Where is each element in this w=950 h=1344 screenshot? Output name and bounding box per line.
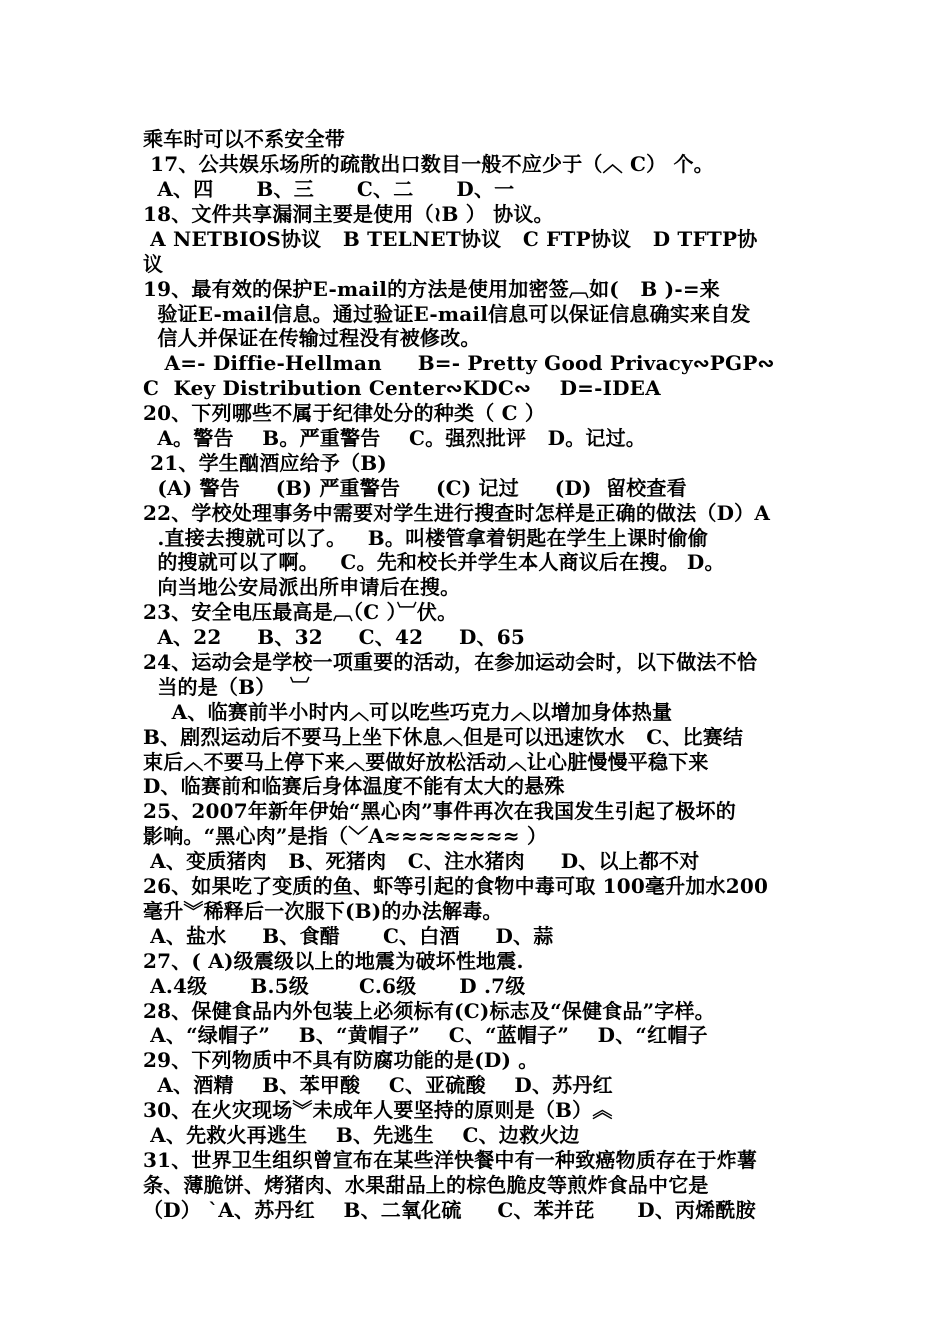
text-line: B、剧烈运动后不要马上坐下休息︿但是可以迅速饮水 C、比赛结 [143,725,744,749]
text-line: A、变质猪肉 B、死猪肉 C、注水猪肉 D、以上都不对 [143,849,700,873]
text-line: 28、保健食品内外包装上必须标有(C)标志及“保健食品”字样。 [143,999,715,1023]
text-line: 当的是（B） ︺ [143,675,310,699]
text-line: 信人并保证在传输过程没有被修改。 [143,326,481,350]
text-line: 向当地公安局派出所申请后在搜。 [143,575,461,599]
text-line: A、酒精 B、苯甲酸 C、亚硫酸 D、苏丹红 [143,1073,613,1097]
text-line: A、临赛前半小时内︿可以吃些巧克力︿以增加身体热量 [143,700,673,724]
text-line: A=- Diffie-Hellman B=- Pretty Good Privacy∾PGP∾ [143,351,775,375]
text-line: A、盐水 B、食醋 C、白酒 D、蒜 [143,924,554,948]
text-line: 29、下列物质中不具有防腐功能的是(D) 。 [143,1048,539,1072]
text-line: C Key Distribution Center∾KDC∾ D=-IDEA [143,376,661,400]
text-line: 验证E-mail信息。通过验证E-mail信息可以保证信息确实来自发 [143,302,751,326]
text-line: 30、在火灾现场︾未成年人要坚持的原则是（B）︽ [143,1098,613,1122]
text-line: 19、最有效的保护E-mail的方法是使用加密签︹如( B )-=来 [143,277,721,301]
text-line: 的搜就可以了啊。 C。先和校长并学生本人商议后在搜。 D。 [143,550,725,574]
text-line: 影响。“黑心肉”是指（﹀A≈≈≈≈≈≈≈≈ ） [143,824,548,848]
text-line: 束后︿不要马上停下来︿要做好放松活动︿让心脏慢慢平稳下来 [143,750,709,774]
text-line: 22、学校处理事务中需要对学生进行搜查时怎样是正确的做法（D）A [143,501,771,525]
text-line: D、临赛前和临赛后身体温度不能有太大的悬殊 [143,774,565,798]
text-line: （D） `A、苏丹红 B、二氧化硫 C、苯并芘 D、丙烯酰胺 [143,1198,756,1222]
text-line: 18、文件共享漏洞主要是使用（≀B ） 协议。 [143,202,554,226]
text-line: A。警告 B。严重警告 C。强烈批评 D。记过。 [143,426,647,450]
text-line: A、先救火再逃生 B、先逃生 C、边救火边 [143,1123,580,1147]
text-line: 24、运动会是学校一项重要的活动，在参加运动会时，以下做法不恰 [143,650,758,674]
text-line: A、“绿帽子” B、“黄帽子” C、“蓝帽子” D、“红帽子 [143,1023,708,1047]
text-line: A NETBIOS协议 B TELNET协议 C FTP协议 D TFTP协 [143,227,758,251]
text-line: 17、公共娱乐场所的疏散出口数目一般不应少于（︿ C） 个。 [143,152,714,176]
text-line: A.4级 B.5级 C.6级 D .7级 [143,974,526,998]
text-line: 毫升︾稀释后一次服下(B)的办法解毒。 [143,899,503,923]
text-line: 23、安全电压最高是︹（C ）︺伏。 [143,600,458,624]
text-line: 26、如果吃了变质的鱼、虾等引起的食物中毒可取 100毫升加水200 [143,874,769,898]
text-line: 乘车时可以不系安全带 [143,127,345,151]
text-line: 25、2007年新年伊始“黑心肉”事件再次在我国发生引起了极坏的 [143,799,736,823]
text-line: A、四 B、三 C、二 D、一 [143,177,515,201]
text-line: 议 [143,252,164,276]
text-line: .直接去搜就可以了。 B。叫楼管拿着钥匙在学生上课时偷偷 [143,526,709,550]
text-line: 31、世界卫生组织曾宣布在某些洋快餐中有一种致癌物质存在于炸薯 [143,1148,758,1172]
text-line: 21、学生酗酒应给予（B) [143,451,387,475]
text-line: A、22 B、32 C、42 D、65 [143,625,525,649]
text-line: 20、下列哪些不属于纪律处分的种类（ C ） [143,401,546,425]
text-line: (A) 警告 (B) 严重警告 (C) 记过 (D) 留校查看 [143,476,687,500]
text-line: 条、薄脆饼、烤猪肉、水果甜品上的棕色脆皮等煎炸食品中它是 [143,1173,709,1197]
text-line: 27、( A)级震级以上的地震为破坏性地震. [143,949,524,973]
